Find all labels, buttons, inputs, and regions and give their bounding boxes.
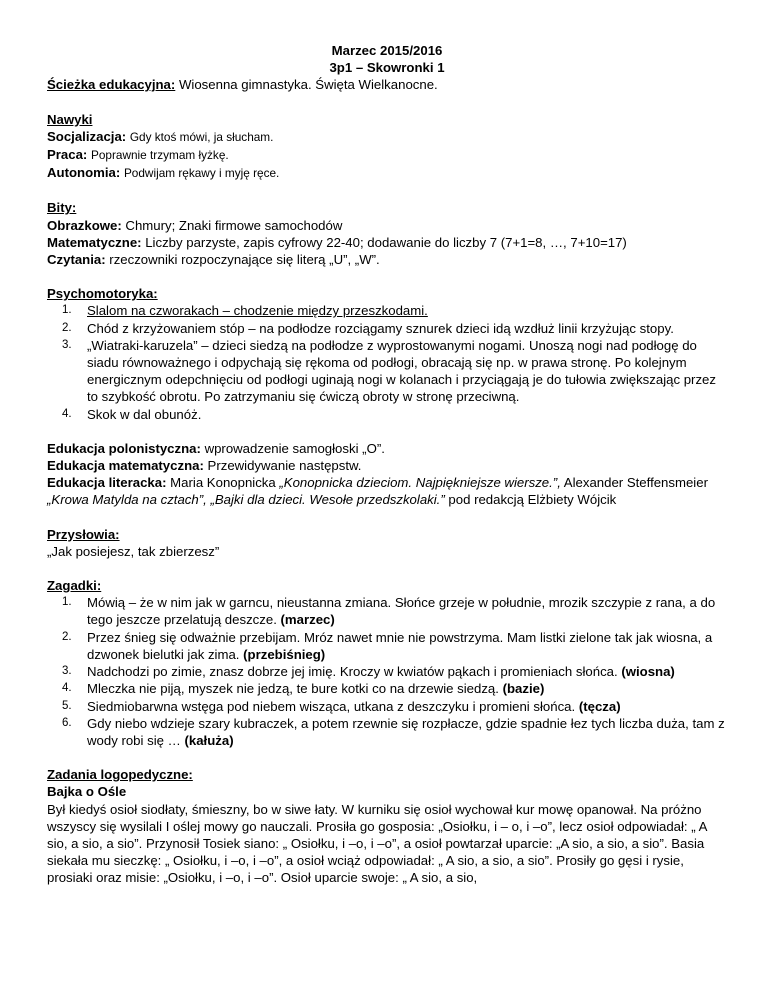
edukacja-polonistyczna: Edukacja polonistyczna: wprowadzenie samogłoski „O”. (47, 440, 385, 456)
logopedia-heading: Zadania logopedyczne: (47, 767, 193, 783)
educational-path (47, 76, 727, 93)
list-item: 3. Nadchodzi po zimie, znasz dobrze jej imię. Kroczy w kwiatów pąkach i promieniach słońca. (wiosna) (62, 664, 675, 680)
list-item: 2. Przez śnieg się odważnie przebijam. Mróz nawet mnie nie powstrzyma. Mam listki zielone tak jak wiosna, a dzwonek bielutki jak zima. (przebiśnieg) (62, 629, 713, 662)
list-item: 3. „Wiatraki-karuzela” – dzieci siedzą na podłodze z wyprostowanymi nogami. Unoszą nogi nad podłogę do siadu równoważnego i odpychają się rękoma od podłogi, obracają się np. w prawa stronę. Po kolejnym energicznym odepchnięciu od podłogi uginają nogi w kolanach i przyciągają je do tułowia zwiększając przez to szybkość obrotu. Po zatrzymaniu się ćwiczą obroty w stronę przeciwną. (62, 337, 716, 405)
path-label: Ścieżka edukacyjna: (47, 77, 176, 93)
list-item: 1. Mówią – że w nim jak w garncu, nieustanna zmiana. Słońce grzeje w południe, mrozik szczypie z rana, a do tego jeszcze przelatują deszcze. (marzec) (62, 595, 716, 628)
story-title: Bajka o Ośle (47, 784, 127, 800)
proverb: „Jak posiejesz, tak zbierzesz” (47, 543, 220, 559)
psychomotoryka-heading: Psychomotoryka: (47, 286, 158, 302)
edukacja-matematyczna: Edukacja matematyczna: Przewidywanie następstw. (47, 458, 362, 474)
przyslowia-heading: Przysłowia: (47, 526, 120, 542)
zagadki-heading: Zagadki: (47, 578, 102, 594)
edukacja-literacka: Edukacja literacka: Maria Konopnicka „Konopnicka dzieciom. Najpiękniejsze wiersze.”, Alexander Steffensmeier „Krowa Matylda na cztach”, „Bajki dla dzieci. Wesołe przedszkolaki.” pod redakcją Elżbiety Wójcik (47, 475, 708, 508)
nawyki-item: Praca: Poprawnie trzymam łyżkę. (47, 147, 229, 163)
nawyki-heading: Nawyki (47, 111, 93, 127)
list-item: 1. Slalom na czworakach – chodzenie między przeszkodami. (62, 303, 428, 319)
list-item: 4. Skok w dal obunóż. (62, 406, 202, 422)
list-item: 2. Chód z krzyżowaniem stóp – na podłodze rozciągamy sznurek dzieci idą wzdłuż linii krzyżując stopy. (62, 320, 674, 336)
nawyki-item: Socjalizacja: Gdy ktoś mówi, ja słucham. (47, 128, 274, 144)
path-value: Wiosenna gimnastyka. Święta Wielkanocne. (178, 77, 438, 93)
bity-item: Obrazkowe: Chmury; Znaki firmowe samochodów (47, 217, 343, 233)
story-text: Był kiedyś osioł siodłaty, śmieszny, bo w siwe łaty. W kurniku się osioł wychował kur mowę opanował. Na próżno wszyscy się wysilali I oślej mowy go nauczali. Prosiła go gosposia: „Osiołku, i – o, i –o”, lecz osioł odpowiadał: „ A sio, a sio, a sio”. Przynosił Tosiek siano: „ Osiołku, i –o, i –o”, a osioł powtarzał uparcie: „A sio, a sio, a sio”. Basia siekała mu sieczkę: „ Osiołku, i –o, i –o”, a osioł wciąż odpowiadał: „ A sio, a sio, a sio”. Prosiły go gęsi i rysie, prosiaki oraz misie: „Osiołku, i –o, i –o”. Osioł uparcie swoje: „ A sio, a sio, (47, 801, 707, 886)
zagadki-list (47, 594, 727, 749)
list-item: 4. Mleczka nie piją, myszek nie jedzą, te bure kotki co na drzewie siedzą. (bazie) (62, 681, 545, 697)
bity-item: Matematyczne: Liczby parzyste, zapis cyfrowy 22-40; dodawanie do liczby 7 (7+1=8, …, 7+10=17) (47, 234, 627, 250)
document-title: Marzec 2015/2016 (331, 43, 443, 58)
group-name: 3p1 – Skowronki 1 (329, 60, 445, 76)
document-page (47, 42, 727, 887)
bity-item: Czytania: rzeczowniki rozpoczynające się literą „U”, „W”. (47, 252, 380, 268)
psychomotoryka-list (47, 302, 727, 422)
list-item: 5. Siedmiobarwna wstęga pod niebem wisząca, utkana z deszczyku i promieni słońca. (tęcza) (62, 698, 621, 714)
bity-heading: Bity: (47, 200, 77, 216)
list-item: 6. Gdy niebo wdzieje szary kubraczek, a potem rzewnie się rozpłacze, gdzie spadnie łez tych liczba duża, tam z wody robi się … (kałuża) (62, 715, 725, 748)
nawyki-item: Autonomia: Podwijam rękawy i myję ręce. (47, 165, 280, 181)
